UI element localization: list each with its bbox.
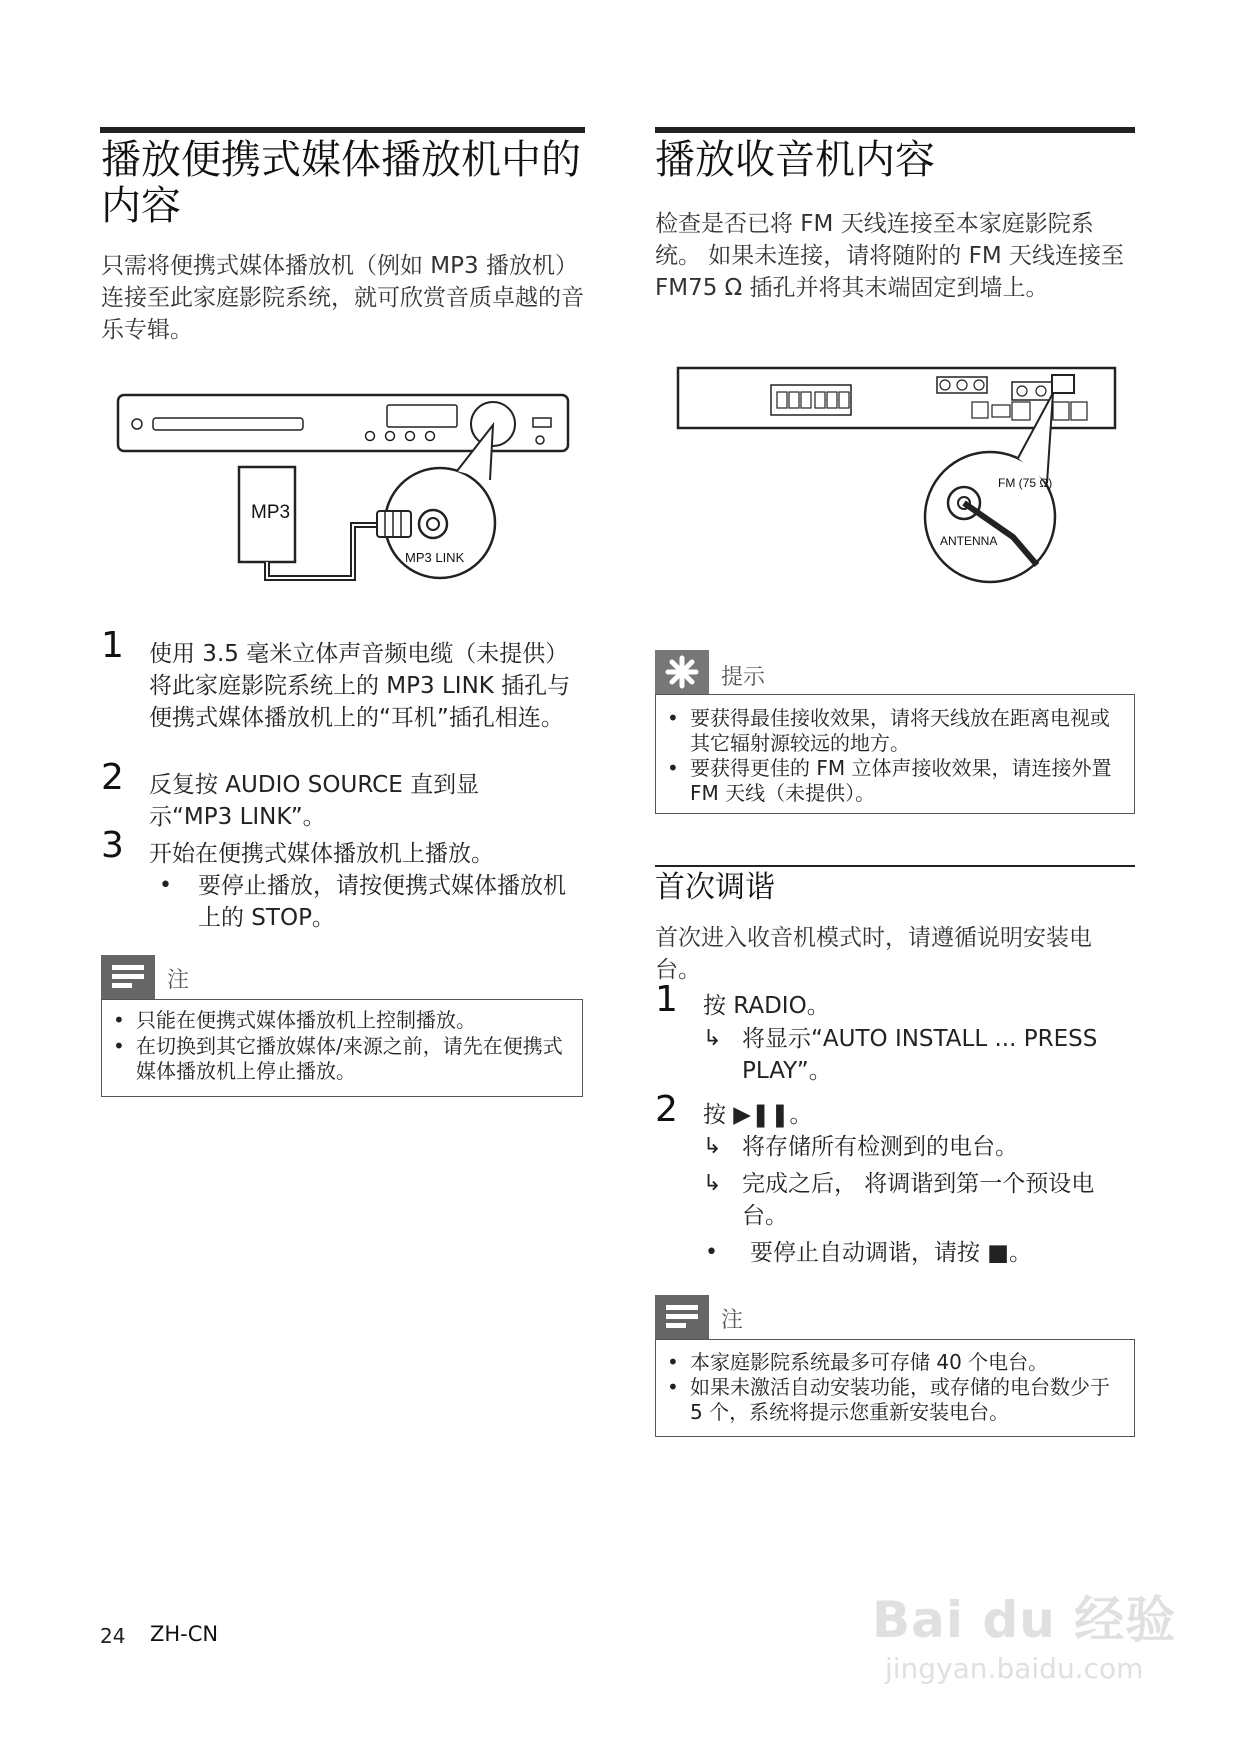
note-item: 只能在便携式媒体播放机上控制播放。	[136, 1008, 476, 1032]
bullet-dot: •	[667, 706, 679, 730]
step-result: 完成之后， 将调谐到第一个预设电台。	[742, 1171, 1095, 1229]
left-title-rule	[100, 127, 585, 133]
note-item: 在切换到其它播放媒体/来源之前，请先在便携式媒体播放机上停止播放。	[136, 1034, 563, 1083]
step-text: 开始在便携式媒体播放机上播放。	[149, 841, 494, 867]
step-text: 按 RADIO。	[703, 993, 830, 1019]
tip-item: 要获得更佳的 FM 立体声接收效果，请连接外置 FM 天线（未提供）。	[690, 756, 1112, 805]
bullet-dot: •	[159, 873, 172, 898]
note-item: 本家庭影院系统最多可存储 40 个电台。	[690, 1350, 1049, 1374]
left-title: 播放便携式媒体播放机中的内容	[101, 137, 581, 229]
step-bullet-text: 要停止自动调谐，请按 ■。	[750, 1240, 1033, 1266]
page-number: 24	[100, 1624, 126, 1648]
plug-body	[377, 511, 411, 537]
right-title-rule	[655, 127, 1135, 133]
note-icon	[655, 1295, 709, 1339]
fm-antenna-diagram	[675, 365, 1125, 595]
bullet-dot: •	[705, 1240, 718, 1265]
section-rule	[655, 865, 1135, 867]
step-number: 1	[655, 979, 678, 1020]
watermark-brand: Bai du 经验	[872, 1591, 1177, 1649]
left-intro: 只需将便携式媒体播放机（例如 MP3 播放机）连接至此家庭影院系统，就可欣赏音质卓越的音乐专辑。	[101, 253, 584, 343]
watermark-url: jingyan.baidu.com	[885, 1652, 1144, 1685]
tip-icon	[655, 650, 709, 694]
bullet-dot: •	[667, 756, 679, 780]
step-number: 3	[101, 825, 124, 866]
asterisk-icon	[655, 650, 709, 694]
mp3-player-label: MP3	[251, 502, 291, 523]
bullet-dot: •	[113, 1034, 125, 1058]
note-title: 注	[167, 968, 190, 993]
language-code: ZH-CN	[150, 1622, 219, 1646]
section-title: 首次调谐	[655, 870, 775, 905]
step-number: 2	[101, 757, 124, 798]
mp3-connection-diagram	[115, 388, 595, 598]
step-bullet-text: 要停止播放，请按便携式媒体播放机上的 STOP。	[198, 873, 566, 931]
mp3-link-label: MP3 LINK	[405, 550, 465, 565]
section-intro: 首次进入收音机模式时，请遵循说明安装电台。	[655, 925, 1092, 983]
step-text: 反复按 AUDIO SOURCE 直到显示“MP3 LINK”。	[149, 772, 480, 830]
right-intro: 检查是否已将 FM 天线连接至本家庭影院系统。 如果未连接，请将随附的 FM 天线连接至 FM75 Ω 插孔并将其末端固定到墙上。	[655, 211, 1125, 301]
step-text: 按 ▶❚❚。	[703, 1102, 813, 1128]
step-text: 使用 3.5 毫米立体声音频电缆（未提供）将此家庭影院系统上的 MP3 LINK 插孔与便携式媒体播放机上的“耳机”插孔相连。	[149, 641, 571, 731]
tip-item: 要获得最佳接收效果，请将天线放在距离电视或其它辐射源较远的地方。	[690, 706, 1110, 755]
step-number: 1	[101, 625, 124, 666]
tip-title: 提示	[721, 665, 766, 690]
right-title: 播放收音机内容	[655, 137, 935, 183]
note-title: 注	[721, 1308, 744, 1333]
step-number: 2	[655, 1089, 678, 1130]
note-item: 如果未激活自动安装功能，或存储的电台数少于 5 个，系统将提示您重新安装电台。	[690, 1375, 1110, 1424]
antenna-label: ANTENNA	[940, 534, 998, 548]
bullet-dot: •	[667, 1375, 679, 1399]
result-arrow-icon: ↳	[703, 1026, 722, 1051]
bullet-dot: •	[667, 1350, 679, 1374]
step-result: 将存储所有检测到的电台。	[742, 1134, 1018, 1160]
jack-socket	[419, 510, 447, 538]
bullet-dot: •	[113, 1008, 125, 1032]
step-result: 将显示“AUTO INSTALL ... PRESS PLAY”。	[742, 1026, 1098, 1084]
result-arrow-icon: ↳	[703, 1171, 722, 1196]
result-arrow-icon: ↳	[703, 1134, 722, 1159]
fm-label: FM (75 Ω)	[998, 476, 1053, 490]
note-icon	[101, 955, 155, 999]
